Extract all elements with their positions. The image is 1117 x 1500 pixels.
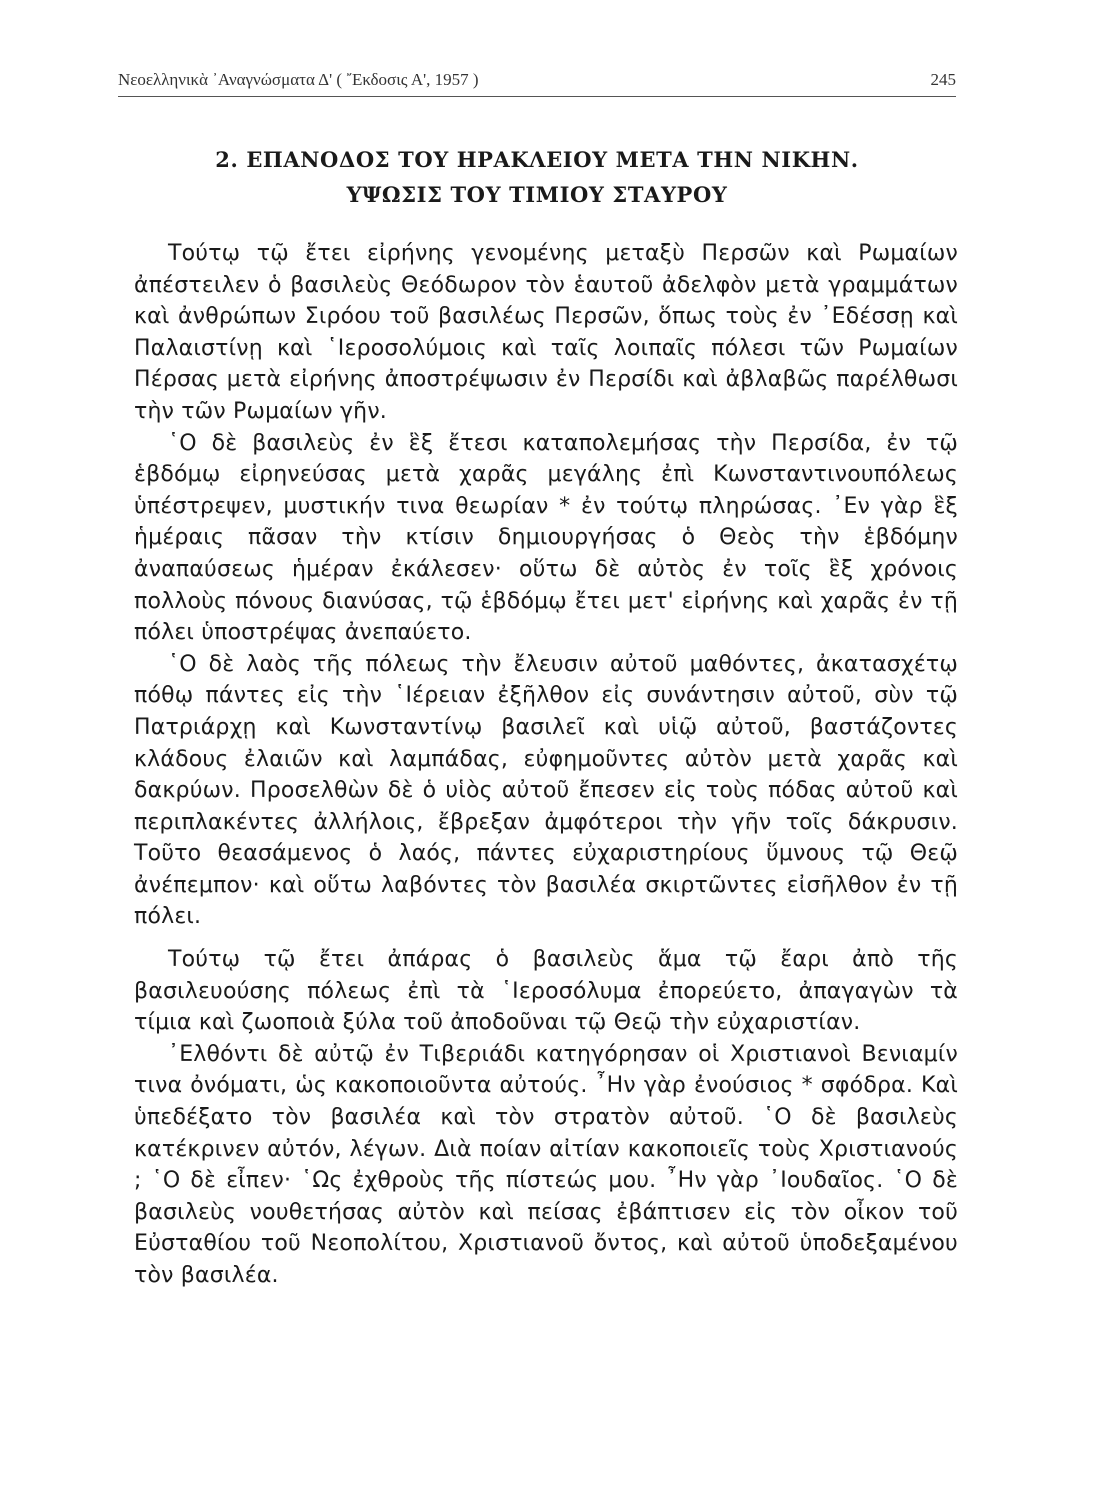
page-number: 245 — [930, 70, 956, 89]
chapter-title — [118, 142, 956, 212]
paragraph: Τούτῳ τῷ ἔτει ἀπάρας ὁ βασιλεὺς ἅμα τῷ ἔαρι ἀπὸ τῆς βασιλευούσης πόλεως ἐπὶ τὰ ῾Ιεροσόλυμα ἐπορεύετο, ἀπαγαγὼν τὰ τίμια καὶ ζωοποιὰ ξύλα τοῦ ἀποδοῦναι τῷ Θεῷ τὴν εὐχαριστίαν. — [134, 947, 958, 1036]
header-rule — [118, 96, 956, 97]
book-source-reference: Νεοελληνικὰ ᾿Αναγνώσματα Δ' ( ῎Εκδοσις Α', 1957 ) — [118, 70, 479, 89]
paragraph: Τούτῳ τῷ ἔτει εἰρήνης γενομένης μεταξὺ Περσῶν καὶ Ρωμαίων ἀπέστειλεν ὁ βασιλεὺς Θεόδωρον τὸν ἑαυτοῦ ἀδελφὸν μετὰ γραμμάτων καὶ ἀνθρώπων Σιρόου τοῦ βασιλέως Περσῶν, ὅπως τοὺς ἐν ᾿Εδέσσῃ καὶ Παλαιστίνῃ καὶ ῾Ιεροσολύμοις καὶ ταῖς λοιπαῖς πόλεσι τῶν Ρωμαίων Πέρσας μετὰ εἰρήνης ἀποστρέψωσιν ἐν Περσίδι καὶ ἀβλαβῶς παρέλθωσι τὴν τῶν Ρωμαίων γῆν. — [134, 241, 958, 424]
chapter-title-line-1: 2. ΕΠΑΝΟΔΟΣ ΤΟΥ ΗΡΑΚΛΕΙΟΥ ΜΕΤΑ ΤΗΝ ΝΙΚΗΝ. — [215, 147, 859, 172]
running-header — [118, 70, 956, 98]
paragraph: ῾Ο δὲ λαὸς τῆς πόλεως τὴν ἔλευσιν αὐτοῦ μαθόντες, ἀκατασχέτῳ πόθῳ πάντες εἰς τὴν ῾Ιέρειαν ἐξῆλθον εἰς συνάντησιν αὐτοῦ, σὺν τῷ Πατριάρχῃ καὶ Κωνσταντίνῳ βασιλεῖ καὶ υἱῷ αὐτοῦ, βαστάζοντες κλάδους ἐλαιῶν καὶ λαμπάδας, εὐφημοῦντες αὐτὸν μετὰ χαρᾶς καὶ δακρύων. Προσελθὼν δὲ ὁ υἱὸς αὐτοῦ ἔπεσεν εἰς τοὺς πόδας αὐτοῦ καὶ περιπλακέντες ἀλλήλοις, ἔβρεξαν ἀμφότεροι τὴν γῆν τοῖς δάκρυσιν. Τοῦτο θεασάμενος ὁ λαός, πάντες εὐχαριστηρίους ὕμνους τῷ Θεῷ ἀνέπεμπον· καὶ οὕτω λαβόντες τὸν βασιλέα σκιρτῶντες εἰσῆλθον ἐν τῇ πόλει. — [134, 651, 958, 930]
chapter-title-line-2: ΥΨΩΣΙΣ ΤΟΥ ΤΙΜΙΟΥ ΣΤΑΥΡΟΥ — [346, 182, 728, 207]
body-text — [134, 238, 958, 1292]
paragraph: ᾿Ελθόντι δὲ αὐτῷ ἐν Τιβεριάδι κατηγόρησαν οἱ Χριστιανοὶ Βενιαμίν τινα ὀνόματι, ὡς κακοποιοῦντα αὐτούς. ῏Ην γὰρ ἐνούσιος * σφόδρα. Καὶ ὑπεδέξατο τὸν βασιλέα καὶ τὸν στρατὸν αὐτοῦ. ῾Ο δὲ βασιλεὺς κατέκρινεν αὐτόν, λέγων. Διὰ ποίαν αἰτίαν κακοποιεῖς τοὺς Χριστιανούς ; ῾Ο δὲ εἶπεν· ῾Ως ἐχθροὺς τῆς πίστεώς μου. ῏Ην γὰρ ᾿Ιουδαῖος. ῾Ο δὲ βασιλεὺς νουθετήσας αὐτὸν καὶ πείσας ἐβάπτισεν εἰς τὸν οἶκον τοῦ Εὐσταθίου τοῦ Νεοπολίτου, Χριστιανοῦ ὄντος, καὶ αὐτοῦ ὑποδεξαμένου τὸν βασιλέα. — [134, 1041, 958, 1288]
paragraph: ῾Ο δὲ βασιλεὺς ἐν ἓξ ἔτεσι καταπολεμήσας τὴν Περσίδα, ἐν τῷ ἑβδόμῳ εἰρηνεύσας μετὰ χαρᾶς μεγάλης ἐπὶ Κωνσταντινουπόλεως ὑπέστρεψεν, μυστικήν τινα θεωρίαν * ἐν τούτῳ πληρώσας. ᾿Εν γὰρ ἓξ ἡμέραις πᾶσαν τὴν κτίσιν δημιουργήσας ὁ Θεὸς τὴν ἑβδόμην ἀναπαύσεως ἡμέραν ἐκάλεσεν· οὕτω δὲ αὐτὸς ἐν τοῖς ἓξ χρόνοις πολλοὺς πόνους διανύσας, τῷ ἑβδόμῳ ἔτει μετ' εἰρήνης καὶ χαρᾶς ἐν τῇ πόλει ὑποστρέψας ἀνεπαύετο. — [134, 430, 958, 646]
